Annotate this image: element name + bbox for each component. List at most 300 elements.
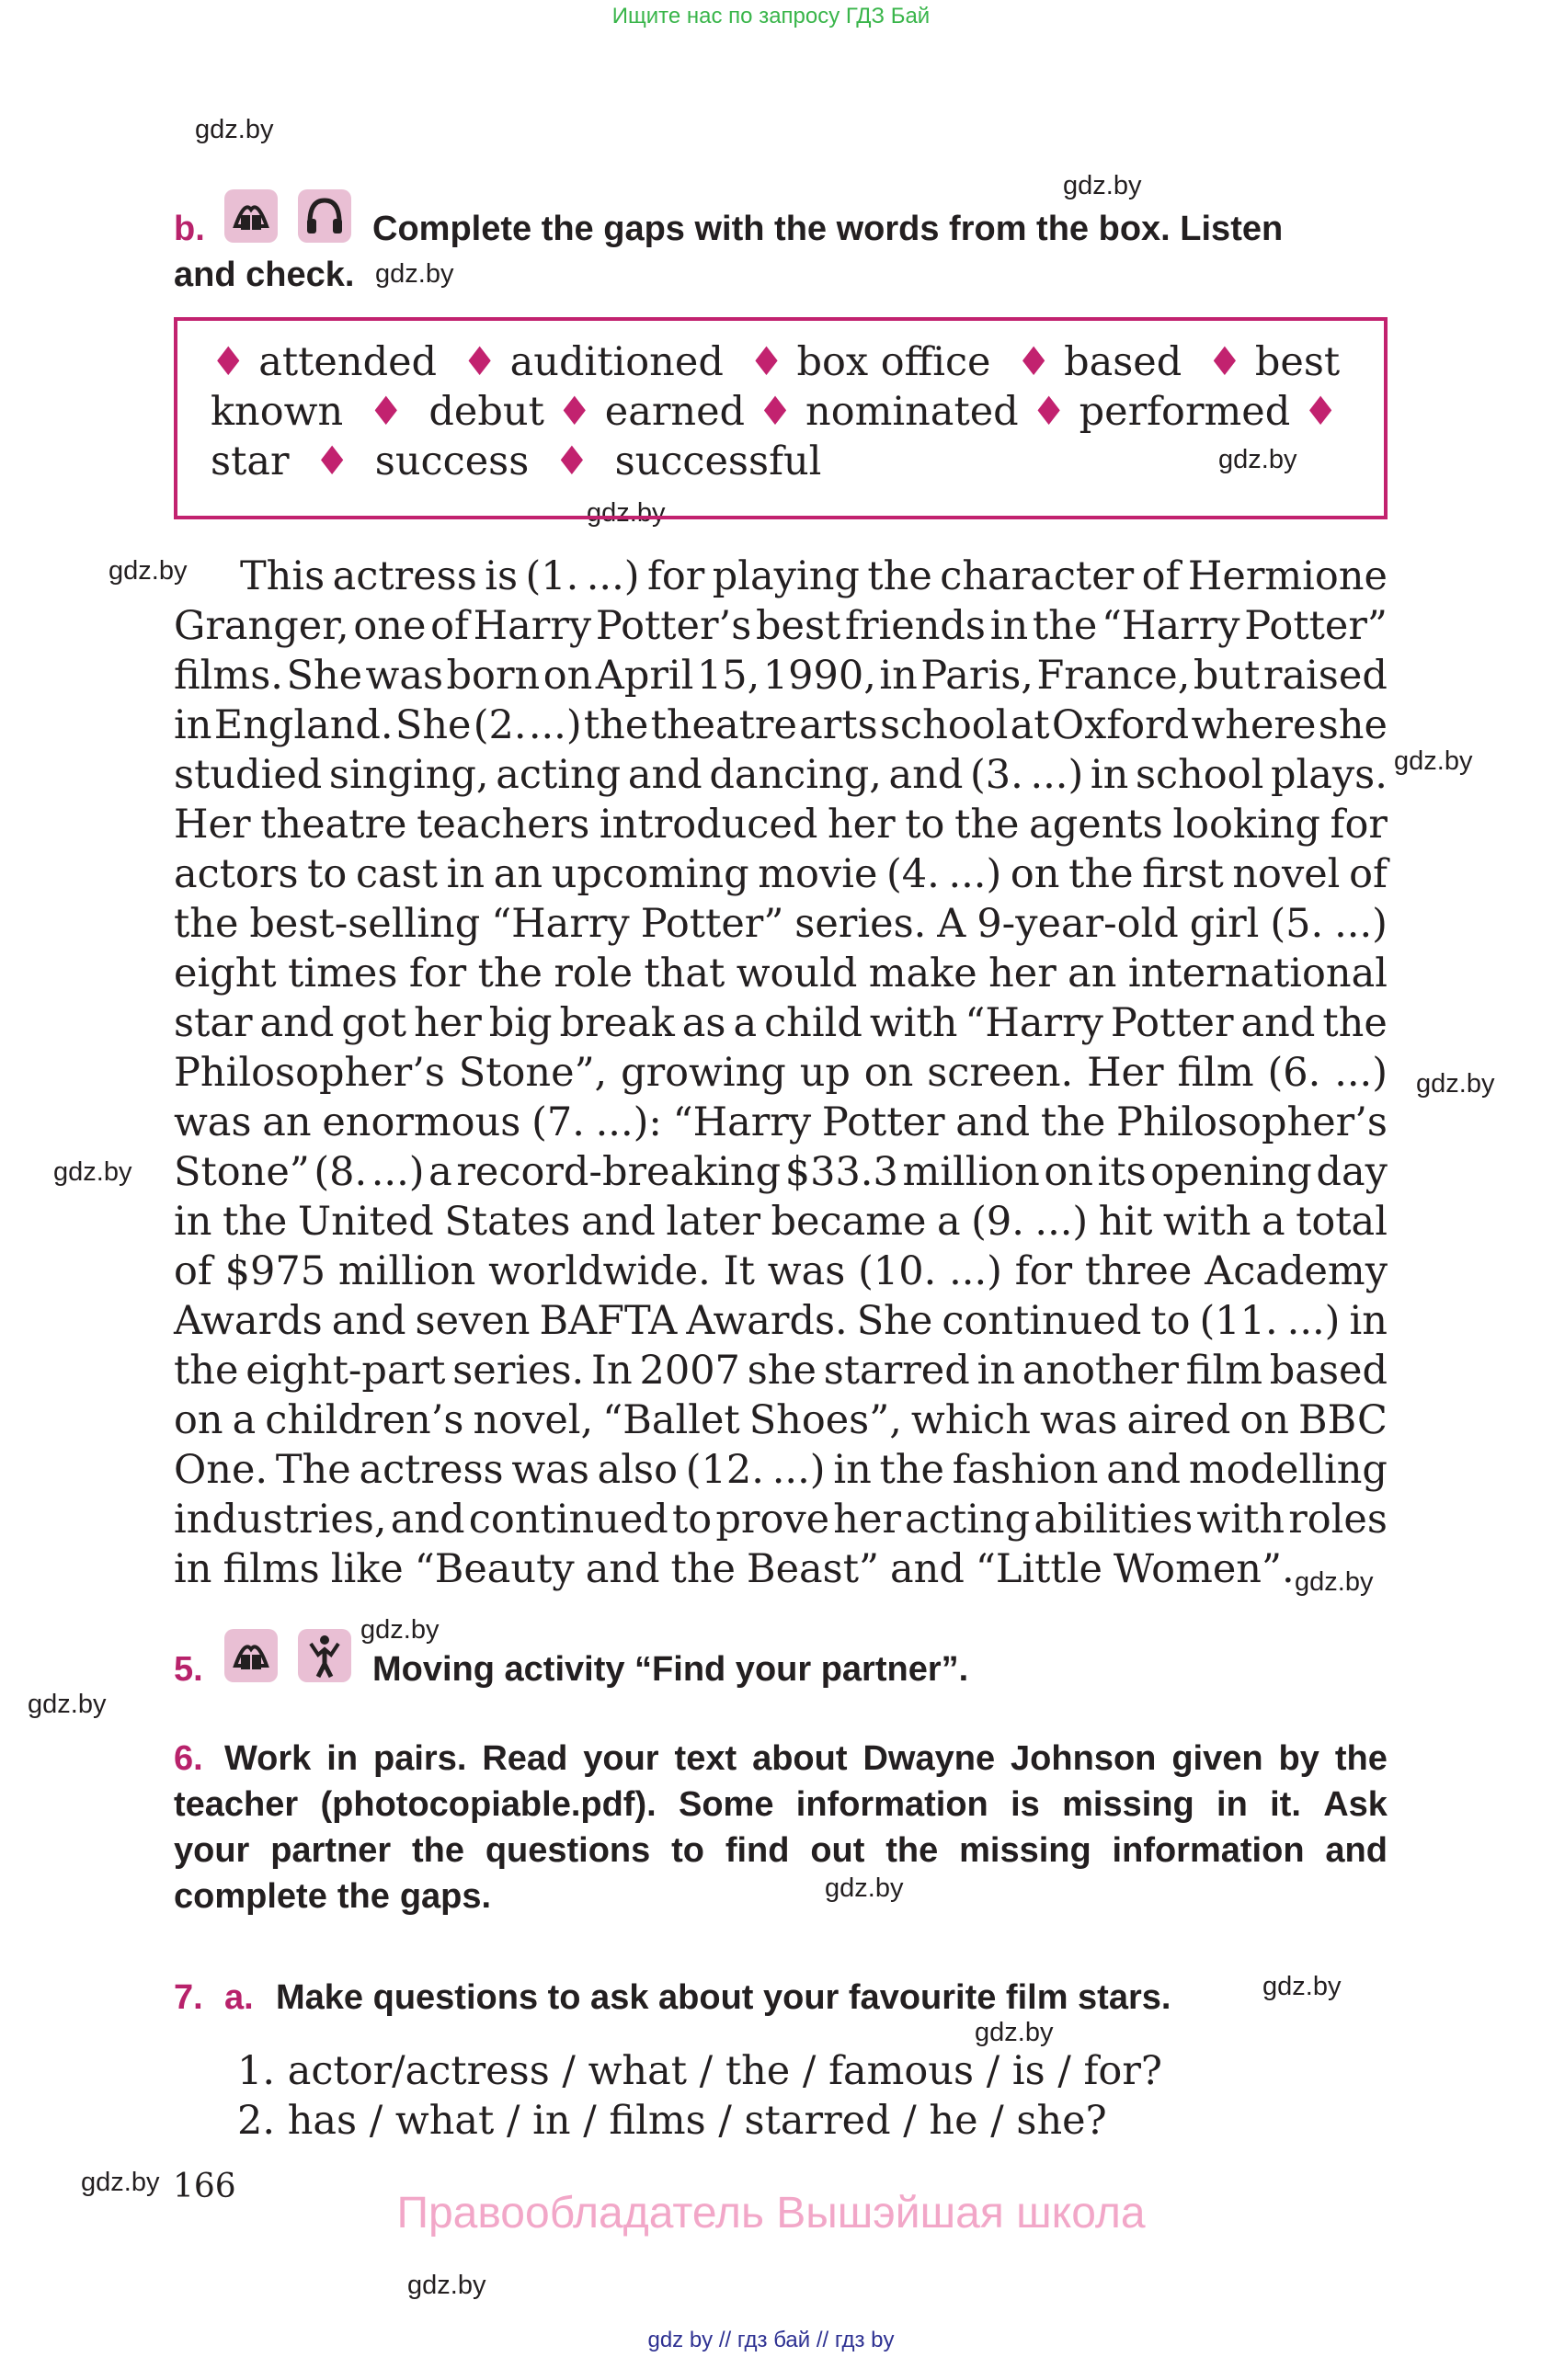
passage-word: Potter” xyxy=(640,901,784,947)
task-6-word: complete xyxy=(174,1877,327,1916)
passage-word: record-breaking xyxy=(456,1149,782,1195)
passage-word: “Beauty xyxy=(414,1546,575,1592)
passage-word: she xyxy=(747,1348,817,1394)
word-nominated: nominated xyxy=(805,389,1019,435)
passage-word: aired xyxy=(1126,1397,1231,1443)
passage-word: was xyxy=(511,1447,589,1493)
passage-word: worldwide. xyxy=(488,1248,711,1294)
passage-word: best-selling xyxy=(249,901,481,947)
passage-word: big xyxy=(488,1000,553,1046)
passage-word: (7. xyxy=(531,1099,585,1145)
word-attended: attended xyxy=(258,339,438,385)
passage-word: and xyxy=(1240,1000,1316,1046)
question-item: 2. has / what / in / films / starred / he / she? xyxy=(237,2098,1107,2144)
diamond-icon: ♦ xyxy=(1031,389,1067,435)
task-7-sub-label: a. xyxy=(224,1978,254,2017)
passage-word: Harry xyxy=(473,603,592,649)
task-6-word: your xyxy=(583,1739,659,1778)
passage-word: States xyxy=(444,1199,571,1245)
passage-line xyxy=(174,552,1388,601)
watermark: gdz.by xyxy=(81,2168,160,2197)
passage-word: in xyxy=(446,851,485,897)
passage-word: make xyxy=(868,951,977,996)
passage-word: one xyxy=(353,603,427,649)
passage-word: where xyxy=(1191,702,1317,748)
passage-word: in xyxy=(1090,752,1129,798)
passage-word: up xyxy=(799,1050,851,1096)
task-6-line xyxy=(174,1828,1388,1873)
passage-word: is xyxy=(485,553,519,599)
passage-word: ...) xyxy=(1334,901,1388,947)
passage-word: her xyxy=(988,951,1057,996)
diamond-icon: ♦ xyxy=(211,339,246,385)
passage-word: movie xyxy=(758,851,878,897)
passage-word: for xyxy=(408,951,467,996)
passage-word: novel xyxy=(1232,851,1341,897)
task-6-word: in xyxy=(326,1739,359,1778)
passage-word: was xyxy=(174,1099,252,1145)
top-banner[interactable]: Ищите нас по запросу ГДЗ Бай xyxy=(611,4,931,28)
task-6-word: find xyxy=(725,1831,790,1870)
passage-word: ...) xyxy=(1286,1298,1341,1344)
footer-links[interactable]: gdz by // гдз бай // гдз by xyxy=(647,2328,895,2352)
passage-word: day xyxy=(1316,1149,1388,1195)
passage-word: Potter” xyxy=(1244,603,1388,649)
task-6-word: Ask xyxy=(1323,1785,1388,1824)
passage-word: times xyxy=(288,951,398,996)
passage-line xyxy=(174,1445,1388,1495)
passage-word: It xyxy=(723,1248,755,1294)
passage-word: character xyxy=(940,553,1135,599)
passage-word: (12. xyxy=(685,1447,764,1493)
passage-word: The xyxy=(275,1447,351,1493)
passage-word: BBC xyxy=(1297,1397,1388,1443)
passage-word: another xyxy=(1022,1348,1179,1394)
task-6-word: by xyxy=(1278,1739,1319,1778)
passage-word: 2007 xyxy=(639,1348,740,1394)
passage-word: the xyxy=(583,702,649,748)
passage-line xyxy=(174,1495,1388,1544)
passage-word: 15, xyxy=(696,653,760,699)
passage-line xyxy=(174,700,1388,750)
passage-word: school xyxy=(1135,752,1264,798)
passage-word: born xyxy=(446,653,541,699)
task-7-number: 7. xyxy=(174,1978,203,2017)
passage-word: (8. xyxy=(314,1149,368,1195)
passage-word: actress xyxy=(332,553,477,599)
passage-word: but xyxy=(1193,653,1261,699)
diamond-icon: ♦ xyxy=(757,389,794,435)
passage-line xyxy=(174,750,1388,800)
diamond-icon: ♦ xyxy=(556,389,593,435)
passage-word: (11. xyxy=(1199,1298,1278,1344)
passage-word: the xyxy=(670,1546,736,1592)
passage-line xyxy=(174,1197,1388,1247)
passage-word: BAFTA xyxy=(539,1298,678,1344)
passage-word: “Ballet xyxy=(602,1397,740,1443)
watermark: gdz.by xyxy=(28,1690,107,1719)
task-6-word: missing xyxy=(959,1831,1091,1870)
book-icon xyxy=(224,189,278,243)
passage-word: the xyxy=(867,553,932,599)
passage-word: her xyxy=(833,1497,901,1543)
passage-word: a xyxy=(232,1397,257,1443)
passage-word: growing xyxy=(621,1050,786,1096)
passage-line xyxy=(174,800,1388,849)
passage-word: Awards xyxy=(174,1298,323,1344)
passage-word: A xyxy=(937,901,966,947)
passage-word: 1990, xyxy=(762,653,876,699)
passage-line xyxy=(174,1247,1388,1296)
passage-line xyxy=(174,849,1388,899)
task-6-word: the xyxy=(885,1831,939,1870)
task-6-word: gaps. xyxy=(399,1877,492,1916)
word-box-line xyxy=(211,389,1338,435)
passage-word: France, xyxy=(1036,653,1191,699)
passage-word: like xyxy=(330,1546,404,1592)
passage-word: ...) xyxy=(586,553,640,599)
passage-word: agents xyxy=(1029,802,1163,848)
word-earned: earned xyxy=(604,389,746,435)
passage-word: ...) xyxy=(371,1149,425,1195)
passage-word: an xyxy=(493,851,543,897)
passage-line xyxy=(174,1296,1388,1346)
task-6-word: about xyxy=(752,1739,848,1778)
passage-word: in xyxy=(174,1199,212,1245)
passage-word: of xyxy=(430,603,469,649)
passage-word: ...) xyxy=(1030,752,1084,798)
passage-word: United xyxy=(297,1199,434,1245)
passage-word: raised xyxy=(1262,653,1388,699)
passage-word: ...) xyxy=(948,851,1002,897)
task-5-instruction: Moving activity “Find your partner”. xyxy=(372,1650,969,1689)
passage-word: 9-year-old xyxy=(977,901,1179,947)
task-6-word: the xyxy=(1334,1739,1388,1778)
task-6-line xyxy=(174,1736,1388,1782)
passage-word: acting xyxy=(496,752,622,798)
watermark: gdz.by xyxy=(407,2271,486,2300)
passage-word: was xyxy=(767,1248,846,1294)
passage-word: which xyxy=(910,1397,1031,1443)
passage-word: and xyxy=(390,1497,465,1543)
passage-word: ...) xyxy=(1334,1050,1388,1096)
passage-word: the xyxy=(1068,851,1134,897)
passage-word: She xyxy=(856,1298,933,1344)
passage-word: in xyxy=(989,603,1029,649)
passage-word: the xyxy=(477,951,543,996)
passage-word: a xyxy=(936,1199,961,1245)
task-6-word: text xyxy=(674,1739,737,1778)
passage-word: Women”. xyxy=(1113,1546,1295,1592)
task-6-word: Work xyxy=(224,1739,312,1778)
passage-word: fashion xyxy=(952,1447,1099,1493)
passage-word: and xyxy=(955,1099,1031,1145)
passage-word: children’s xyxy=(265,1397,464,1443)
passage-word: introduced xyxy=(599,802,818,848)
passage-line xyxy=(174,949,1388,998)
book-icon xyxy=(224,1629,278,1682)
passage-word: million xyxy=(337,1248,476,1294)
passage-word: with xyxy=(1196,1497,1285,1543)
passage-word: Philosopher’s xyxy=(174,1050,445,1096)
passage-word: for xyxy=(646,553,705,599)
word-box-line xyxy=(211,438,821,484)
passage-word: her xyxy=(414,1000,482,1046)
passage-word: In xyxy=(591,1348,633,1394)
passage-word: and xyxy=(259,1000,335,1046)
task-b-instruction-line1: Complete the gaps with the words from the box. Listen xyxy=(372,210,1284,248)
page-number: 166 xyxy=(173,2168,236,2205)
word-box-office: box office xyxy=(796,339,991,385)
passage-word: looking xyxy=(1172,802,1320,848)
passage-word: the xyxy=(954,802,1020,848)
passage-line xyxy=(174,899,1388,949)
task-6-word: Johnson xyxy=(1011,1739,1157,1778)
passage-word: three xyxy=(1084,1248,1193,1294)
passage-word: break xyxy=(559,1000,675,1046)
passage-word: Hermione xyxy=(1187,553,1388,599)
watermark: gdz.by xyxy=(1295,1567,1374,1597)
passage-word: best xyxy=(756,603,841,649)
passage-word: a xyxy=(1261,1199,1285,1245)
passage-word: million xyxy=(902,1149,1040,1195)
passage-word: $33.3 xyxy=(784,1149,898,1195)
task-6-word: questions xyxy=(485,1831,651,1870)
passage-word: roles xyxy=(1288,1497,1388,1543)
passage-word: on xyxy=(1044,1149,1093,1195)
passage-word: April xyxy=(595,653,694,699)
task-6-word: out xyxy=(810,1831,865,1870)
passage-word: the xyxy=(1040,1099,1106,1145)
passage-word: actress xyxy=(359,1447,504,1493)
passage-word: film xyxy=(1177,1050,1254,1096)
passage-word: She xyxy=(394,702,472,748)
passage-word: “Little xyxy=(975,1546,1102,1592)
passage-word: ...) xyxy=(1034,1199,1089,1245)
passage-word: Granger, xyxy=(174,603,349,649)
passage-word: acting xyxy=(905,1497,1031,1543)
passage-word: of xyxy=(1141,553,1181,599)
task-6-word: the xyxy=(337,1877,390,1916)
task-b-instruction-line2: and check. xyxy=(174,256,355,294)
watermark: gdz.by xyxy=(360,1615,440,1645)
passage-word: was xyxy=(365,653,444,699)
diamond-icon: ♦ xyxy=(1206,339,1243,385)
passage-word: in xyxy=(879,653,918,699)
passage-word: Shoes”, xyxy=(748,1397,902,1443)
passage-word: and xyxy=(585,1546,660,1592)
passage-word: Potter xyxy=(1110,1000,1234,1046)
passage-word: Awards. xyxy=(686,1298,848,1344)
person-moving-icon xyxy=(298,1629,351,1682)
passage-word: upcoming xyxy=(551,851,749,897)
passage-word: star xyxy=(174,1000,253,1046)
passage-word: singing, xyxy=(328,752,489,798)
watermark: gdz.by xyxy=(825,1873,904,1903)
passage-word: eight xyxy=(174,951,277,996)
watermark: gdz.by xyxy=(1218,445,1297,474)
word-star: star xyxy=(211,438,290,484)
passage-word: ...): xyxy=(595,1099,662,1145)
passage-word: with xyxy=(1162,1199,1251,1245)
word-performed: performed xyxy=(1079,389,1291,435)
passage-word: She xyxy=(286,653,363,699)
passage-word: its xyxy=(1097,1149,1147,1195)
passage-word: the xyxy=(1322,1000,1388,1046)
passage-word: starred xyxy=(823,1348,970,1394)
passage-word: and xyxy=(581,1199,656,1245)
passage-word: dancing, xyxy=(709,752,882,798)
passage-word: novel, xyxy=(473,1397,594,1443)
passage-word: This xyxy=(240,553,326,599)
passage-word: on xyxy=(1010,851,1060,897)
passage-word: ...) xyxy=(949,1248,1002,1294)
passage-word: an xyxy=(1068,951,1117,996)
passage-word: role xyxy=(554,951,634,996)
word-box xyxy=(174,317,1388,519)
passage-word: actors xyxy=(174,851,299,897)
task-6-word: in xyxy=(1216,1785,1248,1824)
watermark: gdz.by xyxy=(1262,1972,1342,2001)
passage-word: prove xyxy=(715,1497,830,1543)
task-6-word: the xyxy=(411,1831,464,1870)
task-6-word: pairs. xyxy=(373,1739,467,1778)
passage-word: and xyxy=(331,1298,406,1344)
passage-line xyxy=(174,998,1388,1048)
passage-word: screen. xyxy=(927,1050,1074,1096)
task-6-word: partner xyxy=(270,1831,392,1870)
passage-word: and xyxy=(889,1546,965,1592)
task-6-word: and xyxy=(1325,1831,1388,1870)
passage-word: to xyxy=(1150,1298,1191,1344)
passage-word: theatre xyxy=(650,702,797,748)
task-6-word: your xyxy=(174,1831,250,1870)
passage-word: Stone” xyxy=(174,1149,310,1195)
passage-word: on xyxy=(863,1050,914,1096)
passage-word: (9. xyxy=(971,1199,1024,1245)
task-6-word: missing xyxy=(1062,1785,1194,1824)
passage-word: continued xyxy=(468,1497,668,1543)
passage-word: in xyxy=(174,1546,212,1592)
passage-word: Stone”, xyxy=(458,1050,608,1096)
passage-word: for xyxy=(1330,802,1388,848)
passage-word: the xyxy=(174,901,239,947)
passage-word: an xyxy=(262,1099,312,1145)
passage-word: ...) xyxy=(771,1447,826,1493)
passage-word: on xyxy=(1239,1397,1289,1443)
passage-word: teachers xyxy=(417,802,590,848)
passage-word: cast xyxy=(355,851,439,897)
passage-word: (2. xyxy=(473,702,527,748)
passage-word: enormous xyxy=(322,1099,521,1145)
passage-word: $975 xyxy=(224,1248,326,1294)
passage-word: and xyxy=(888,752,964,798)
passage-word: (1. xyxy=(525,553,579,599)
watermark: gdz.by xyxy=(195,115,274,144)
passage-word: later xyxy=(666,1199,761,1245)
passage-word: hit xyxy=(1098,1199,1153,1245)
passage-word: school xyxy=(879,702,1009,748)
passage-word: to xyxy=(672,1497,713,1543)
watermark: gdz.by xyxy=(375,259,454,289)
passage-word: first xyxy=(1142,851,1224,897)
passage-word: continued xyxy=(942,1298,1142,1344)
passage-word: of xyxy=(174,1248,212,1294)
watermark: gdz.by xyxy=(1394,746,1473,776)
passage-word: and xyxy=(1106,1447,1182,1493)
watermark: gdz.by xyxy=(975,2018,1054,2047)
word-debut: debut xyxy=(428,389,544,435)
passage-word: studied xyxy=(174,752,323,798)
passage-word: Her xyxy=(174,802,251,848)
task-6-word: to xyxy=(671,1831,704,1870)
passage-word: she xyxy=(1318,702,1388,748)
passage-word: the xyxy=(174,1348,239,1394)
passage-word: girl xyxy=(1189,901,1260,947)
passage-word: based xyxy=(1269,1348,1388,1394)
passage-line xyxy=(174,1395,1388,1445)
reading-passage xyxy=(174,552,1388,1594)
passage-word: (10. xyxy=(858,1248,937,1294)
passage-word: the xyxy=(879,1447,944,1493)
passage-word: total xyxy=(1296,1199,1388,1245)
passage-word: her xyxy=(827,802,896,848)
passage-word: child xyxy=(764,1000,862,1046)
passage-word: seven xyxy=(415,1298,531,1344)
passage-word: Oxford xyxy=(1051,702,1190,748)
passage-word: playing xyxy=(712,553,860,599)
passage-word: international xyxy=(1127,951,1388,996)
passage-word: in xyxy=(174,702,212,748)
task-6-word: given xyxy=(1171,1739,1263,1778)
passage-word: friends xyxy=(845,603,987,649)
word-success: success xyxy=(374,438,530,484)
passage-word: theatre xyxy=(260,802,407,848)
task-6-line xyxy=(174,1782,1388,1828)
word-based: based xyxy=(1064,339,1182,385)
diamond-icon: ♦ xyxy=(462,339,497,385)
headphones-icon xyxy=(298,189,351,243)
task-b-number: b. xyxy=(174,210,205,248)
passage-word: “Harry xyxy=(491,901,630,947)
task-6-line xyxy=(174,1873,1388,1919)
word-known: known xyxy=(211,389,344,435)
passage-word: abilities xyxy=(1034,1497,1194,1543)
diamond-icon: ♦ xyxy=(368,389,405,435)
task-6-word: Dwayne xyxy=(862,1739,996,1778)
watermark: gdz.by xyxy=(1063,171,1142,200)
question-item: 1. actor/actress / what / the / famous / is / for? xyxy=(237,2048,1162,2094)
passage-word: in xyxy=(1349,1298,1388,1344)
watermark: gdz.by xyxy=(1416,1069,1495,1099)
task-6-word: (photocopiable.pdf). xyxy=(320,1785,657,1824)
passage-line xyxy=(174,1048,1388,1098)
passage-word: (6. xyxy=(1267,1050,1321,1096)
word-box-line xyxy=(211,339,1340,385)
passage-word: would xyxy=(736,951,858,996)
passage-word: Beast” xyxy=(746,1546,879,1592)
passage-word: and xyxy=(627,752,702,798)
passage-word: England. xyxy=(213,702,394,748)
word-auditioned: auditioned xyxy=(509,339,724,385)
passage-word: “Harry xyxy=(1102,603,1240,649)
passage-word: arts xyxy=(799,702,878,748)
passage-word: with xyxy=(869,1000,958,1046)
passage-word: as xyxy=(681,1000,726,1046)
passage-line xyxy=(174,1147,1388,1197)
passage-word: series. xyxy=(452,1348,585,1394)
passage-word: ...) xyxy=(528,702,582,748)
